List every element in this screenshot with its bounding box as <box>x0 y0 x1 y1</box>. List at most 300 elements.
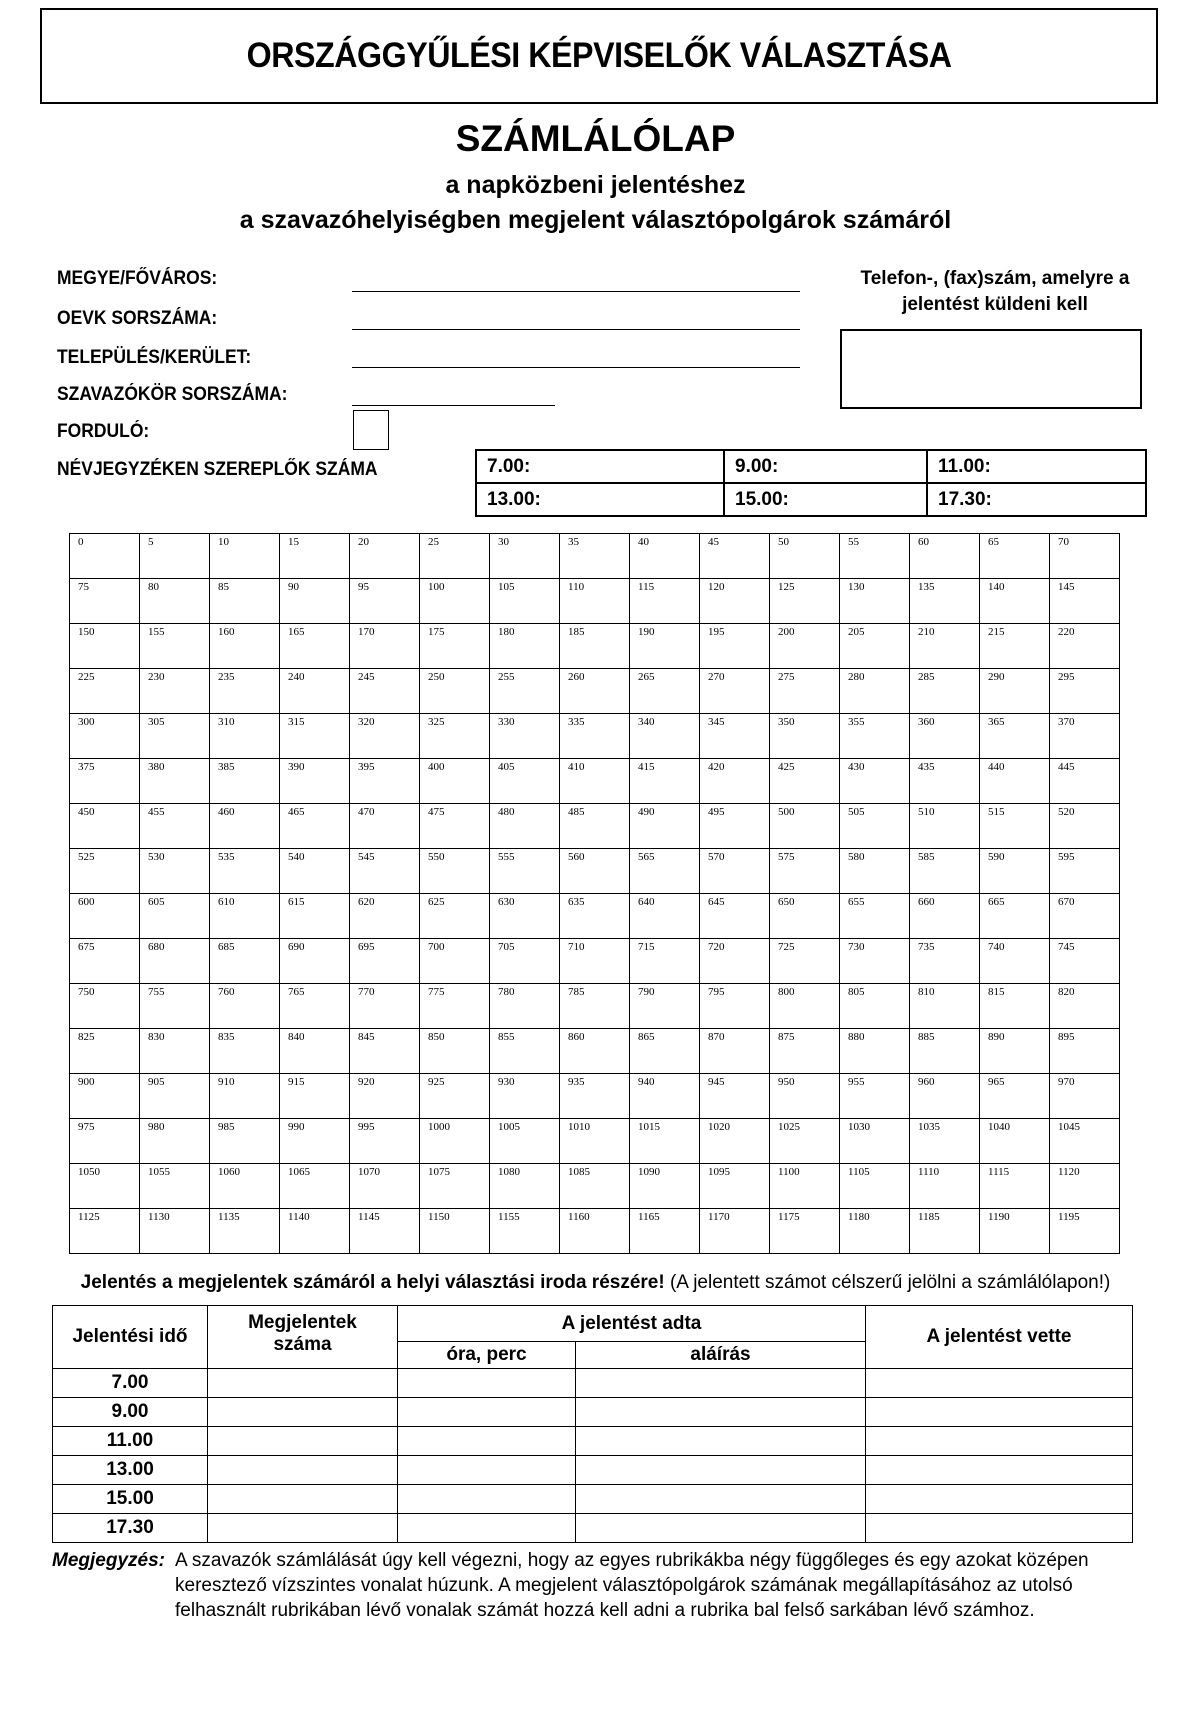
time-slot[interactable]: 17.30: <box>927 483 1146 516</box>
count-cell[interactable]: 245 <box>350 669 420 714</box>
count-cell[interactable]: 875 <box>770 1029 840 1074</box>
count-cell[interactable]: 80 <box>140 579 210 624</box>
count-cell[interactable]: 1050 <box>70 1164 140 1209</box>
count-cell[interactable]: 1150 <box>420 1209 490 1254</box>
count-cell[interactable]: 390 <box>280 759 350 804</box>
count-cell[interactable]: 255 <box>490 669 560 714</box>
count-cell[interactable]: 625 <box>420 894 490 939</box>
count-cell[interactable]: 655 <box>840 894 910 939</box>
count-cell[interactable]: 40 <box>630 534 700 579</box>
hour-cell[interactable] <box>398 1427 576 1456</box>
count-cell[interactable]: 715 <box>630 939 700 984</box>
count-cell[interactable]: 1165 <box>630 1209 700 1254</box>
count-cell[interactable]: 995 <box>350 1119 420 1164</box>
count-cell[interactable]: 550 <box>420 849 490 894</box>
form-title: SZÁMLÁLÓLAP <box>455 118 736 159</box>
count-cell[interactable]: 1105 <box>840 1164 910 1209</box>
count-cell[interactable]: 365 <box>980 714 1050 759</box>
count-cell[interactable]: 265 <box>630 669 700 714</box>
count-cell[interactable]: 710 <box>560 939 630 984</box>
sign-cell[interactable] <box>576 1398 866 1427</box>
count-cell[interactable]: 420 <box>700 759 770 804</box>
count-cell[interactable]: 300 <box>70 714 140 759</box>
count-cell[interactable]: 1120 <box>1050 1164 1120 1209</box>
count-cell[interactable]: 90 <box>280 579 350 624</box>
count-cell[interactable]: 810 <box>910 984 980 1029</box>
note-line: felhasznált rubrikában lévő vonalak számát hozzá kell adni a rubrika bal felső sarkában lévő számhoz. <box>175 1600 1035 1621</box>
count-cell[interactable]: 775 <box>420 984 490 1029</box>
count-cell[interactable]: 940 <box>630 1074 700 1119</box>
count-cell[interactable]: 45 <box>700 534 770 579</box>
oevk-field[interactable] <box>352 329 800 330</box>
count-cell[interactable]: 305 <box>140 714 210 759</box>
received-cell[interactable] <box>866 1485 1133 1514</box>
count-cell[interactable]: 130 <box>840 579 910 624</box>
count-cell[interactable]: 135 <box>910 579 980 624</box>
count-cell[interactable]: 270 <box>700 669 770 714</box>
time-slot[interactable]: 7.00: <box>476 450 724 483</box>
report-row <box>53 1456 1133 1485</box>
count-cell[interactable]: 0 <box>70 534 140 579</box>
count-cell[interactable]: 195 <box>700 624 770 669</box>
count-cell[interactable]: 840 <box>280 1029 350 1074</box>
count-cell[interactable]: 1100 <box>770 1164 840 1209</box>
count-cell[interactable]: 185 <box>560 624 630 669</box>
count-cell[interactable]: 1155 <box>490 1209 560 1254</box>
count-cell[interactable]: 485 <box>560 804 630 849</box>
count-cell[interactable]: 885 <box>910 1029 980 1074</box>
count-cell[interactable]: 350 <box>770 714 840 759</box>
fordulo-box[interactable] <box>353 410 389 450</box>
phone-label-line-1: Telefon-, (fax)szám, amelyre a <box>860 268 1130 289</box>
count-cell[interactable]: 985 <box>210 1119 280 1164</box>
count-cell[interactable]: 105 <box>490 579 560 624</box>
count-cell[interactable]: 455 <box>140 804 210 849</box>
count-cell[interactable]: 230 <box>140 669 210 714</box>
report-row-time: 13.00 <box>53 1456 208 1485</box>
count-cell[interactable]: 1160 <box>560 1209 630 1254</box>
count-cell[interactable]: 975 <box>70 1119 140 1164</box>
count-cell[interactable]: 20 <box>350 534 420 579</box>
count-cell[interactable]: 150 <box>70 624 140 669</box>
count-cell[interactable]: 815 <box>980 984 1050 1029</box>
col-count-header <box>208 1306 398 1369</box>
count-cell[interactable]: 780 <box>490 984 560 1029</box>
count-grid-row <box>70 534 1120 579</box>
count-cell[interactable]: 410 <box>560 759 630 804</box>
count-cell[interactable]: 910 <box>210 1074 280 1119</box>
count-cell[interactable]: 610 <box>210 894 280 939</box>
count-cell[interactable]: 1175 <box>770 1209 840 1254</box>
time-slot[interactable]: 15.00: <box>724 483 927 516</box>
count-cell[interactable]: 835 <box>210 1029 280 1074</box>
count-cell[interactable]: 110 <box>560 579 630 624</box>
count-cell[interactable]: 990 <box>280 1119 350 1164</box>
count-cell[interactable]: 670 <box>1050 894 1120 939</box>
time-slot[interactable]: 13.00: <box>476 483 724 516</box>
count-cell[interactable]: 260 <box>560 669 630 714</box>
col-hour-header: óra, perc <box>398 1342 576 1369</box>
count-cell[interactable]: 370 <box>1050 714 1120 759</box>
count-cell[interactable]: 1180 <box>840 1209 910 1254</box>
sign-cell[interactable] <box>576 1427 866 1456</box>
count-cell[interactable]: 905 <box>140 1074 210 1119</box>
count-cell[interactable]: 125 <box>770 579 840 624</box>
count-cell[interactable]: 30 <box>490 534 560 579</box>
count-cell[interactable]: 635 <box>560 894 630 939</box>
time-slot[interactable]: 9.00: <box>724 450 927 483</box>
count-cell[interactable]: 5 <box>140 534 210 579</box>
count-cell[interactable]: 755 <box>140 984 210 1029</box>
count-cell[interactable]: 10 <box>210 534 280 579</box>
count-cell[interactable]: 405 <box>490 759 560 804</box>
count-cell[interactable]: 1195 <box>1050 1209 1120 1254</box>
count-cell[interactable] <box>208 1514 398 1543</box>
count-cell[interactable]: 295 <box>1050 669 1120 714</box>
count-cell[interactable]: 585 <box>910 849 980 894</box>
count-cell[interactable]: 955 <box>840 1074 910 1119</box>
count-cell[interactable]: 645 <box>700 894 770 939</box>
phone-number-box[interactable] <box>840 329 1142 409</box>
count-cell[interactable]: 1040 <box>980 1119 1050 1164</box>
phone-label <box>830 266 1160 318</box>
count-cell[interactable]: 860 <box>560 1029 630 1074</box>
count-cell[interactable]: 865 <box>630 1029 700 1074</box>
count-cell[interactable]: 760 <box>210 984 280 1029</box>
count-cell[interactable]: 180 <box>490 624 560 669</box>
count-cell[interactable]: 460 <box>210 804 280 849</box>
count-cell[interactable]: 540 <box>280 849 350 894</box>
count-cell[interactable]: 850 <box>420 1029 490 1074</box>
count-cell[interactable]: 545 <box>350 849 420 894</box>
count-cell[interactable]: 475 <box>420 804 490 849</box>
count-cell[interactable]: 75 <box>70 579 140 624</box>
count-cell[interactable]: 240 <box>280 669 350 714</box>
count-cell[interactable]: 170 <box>350 624 420 669</box>
hour-cell[interactable] <box>398 1398 576 1427</box>
count-cell[interactable]: 115 <box>630 579 700 624</box>
count-cell[interactable]: 720 <box>700 939 770 984</box>
count-cell[interactable]: 380 <box>140 759 210 804</box>
count-cell[interactable]: 55 <box>840 534 910 579</box>
count-cell[interactable]: 1010 <box>560 1119 630 1164</box>
count-cell[interactable]: 690 <box>280 939 350 984</box>
count-cell[interactable]: 345 <box>700 714 770 759</box>
count-cell[interactable]: 340 <box>630 714 700 759</box>
count-cell[interactable]: 930 <box>490 1074 560 1119</box>
count-cell[interactable]: 590 <box>980 849 1050 894</box>
count-cell[interactable]: 895 <box>1050 1029 1120 1074</box>
count-cell[interactable]: 1020 <box>700 1119 770 1164</box>
count-cell[interactable]: 925 <box>420 1074 490 1119</box>
count-cell[interactable]: 630 <box>490 894 560 939</box>
count-cell[interactable]: 785 <box>560 984 630 1029</box>
count-cell[interactable]: 595 <box>1050 849 1120 894</box>
count-cell[interactable]: 160 <box>210 624 280 669</box>
count-cell[interactable]: 1130 <box>140 1209 210 1254</box>
count-cell[interactable]: 1090 <box>630 1164 700 1209</box>
count-cell[interactable]: 355 <box>840 714 910 759</box>
count-cell[interactable]: 1085 <box>560 1164 630 1209</box>
count-cell[interactable]: 825 <box>70 1029 140 1074</box>
count-cell[interactable]: 280 <box>840 669 910 714</box>
sign-cell[interactable] <box>576 1485 866 1514</box>
count-cell[interactable]: 285 <box>910 669 980 714</box>
time-slot[interactable]: 11.00: <box>927 450 1146 483</box>
received-cell[interactable] <box>866 1456 1133 1485</box>
count-cell[interactable]: 965 <box>980 1074 1050 1119</box>
count-cell[interactable]: 560 <box>560 849 630 894</box>
count-cell[interactable]: 225 <box>70 669 140 714</box>
count-cell[interactable]: 360 <box>910 714 980 759</box>
count-cell[interactable]: 750 <box>70 984 140 1029</box>
count-cell[interactable]: 740 <box>980 939 1050 984</box>
count-cell[interactable]: 175 <box>420 624 490 669</box>
count-cell[interactable]: 15 <box>280 534 350 579</box>
count-cell[interactable]: 205 <box>840 624 910 669</box>
count-cell[interactable]: 1030 <box>840 1119 910 1164</box>
count-cell[interactable]: 725 <box>770 939 840 984</box>
count-grid-row <box>70 669 1120 714</box>
count-cell[interactable]: 525 <box>70 849 140 894</box>
count-cell[interactable]: 385 <box>210 759 280 804</box>
count-cell[interactable]: 1140 <box>280 1209 350 1254</box>
count-cell[interactable]: 1125 <box>70 1209 140 1254</box>
count-cell[interactable] <box>208 1485 398 1514</box>
count-cell[interactable]: 480 <box>490 804 560 849</box>
count-cell[interactable]: 465 <box>280 804 350 849</box>
count-grid-row <box>70 1209 1120 1254</box>
received-cell[interactable] <box>866 1514 1133 1543</box>
report-row-time: 11.00 <box>53 1427 208 1456</box>
count-cell[interactable]: 970 <box>1050 1074 1120 1119</box>
count-cell[interactable]: 675 <box>70 939 140 984</box>
count-cell[interactable]: 820 <box>1050 984 1120 1029</box>
count-cell[interactable]: 400 <box>420 759 490 804</box>
count-cell[interactable]: 570 <box>700 849 770 894</box>
count-cell[interactable]: 870 <box>700 1029 770 1074</box>
sign-cell[interactable] <box>576 1456 866 1485</box>
count-cell[interactable]: 700 <box>420 939 490 984</box>
count-cell[interactable]: 555 <box>490 849 560 894</box>
count-cell[interactable]: 695 <box>350 939 420 984</box>
count-cell[interactable]: 640 <box>630 894 700 939</box>
count-cell[interactable]: 450 <box>70 804 140 849</box>
count-grid-row <box>70 1074 1120 1119</box>
count-cell[interactable]: 920 <box>350 1074 420 1119</box>
count-cell[interactable]: 1025 <box>770 1119 840 1164</box>
count-cell[interactable]: 845 <box>350 1029 420 1074</box>
count-cell[interactable]: 800 <box>770 984 840 1029</box>
count-cell[interactable]: 1145 <box>350 1209 420 1254</box>
count-cell[interactable]: 1060 <box>210 1164 280 1209</box>
col-received-header: A jelentést vette <box>866 1306 1133 1369</box>
count-cell[interactable]: 565 <box>630 849 700 894</box>
count-cell[interactable]: 500 <box>770 804 840 849</box>
count-cell[interactable]: 515 <box>980 804 1050 849</box>
count-cell[interactable]: 1015 <box>630 1119 700 1164</box>
count-cell[interactable]: 495 <box>700 804 770 849</box>
count-cell[interactable]: 685 <box>210 939 280 984</box>
fordulo-label: FORDULÓ: <box>57 421 150 442</box>
count-cell[interactable]: 190 <box>630 624 700 669</box>
received-cell[interactable] <box>866 1369 1133 1398</box>
count-cell[interactable]: 210 <box>910 624 980 669</box>
count-cell[interactable]: 290 <box>980 669 1050 714</box>
col-count-header-line-2: száma <box>273 1334 332 1355</box>
count-cell[interactable]: 1080 <box>490 1164 560 1209</box>
count-cell[interactable]: 50 <box>770 534 840 579</box>
megye-field[interactable] <box>352 291 800 292</box>
hour-cell[interactable] <box>398 1514 576 1543</box>
hour-cell[interactable] <box>398 1369 576 1398</box>
count-cell[interactable]: 795 <box>700 984 770 1029</box>
count-cell[interactable]: 470 <box>350 804 420 849</box>
count-cell[interactable]: 120 <box>700 579 770 624</box>
count-cell[interactable]: 575 <box>770 849 840 894</box>
phone-label-line-2: jelentést küldeni kell <box>902 294 1088 315</box>
count-cell[interactable]: 320 <box>350 714 420 759</box>
count-cell[interactable]: 430 <box>840 759 910 804</box>
count-cell[interactable]: 1115 <box>980 1164 1050 1209</box>
count-cell[interactable]: 765 <box>280 984 350 1029</box>
count-cell[interactable]: 790 <box>630 984 700 1029</box>
count-cell[interactable]: 330 <box>490 714 560 759</box>
count-cell[interactable]: 915 <box>280 1074 350 1119</box>
count-cell[interactable]: 935 <box>560 1074 630 1119</box>
count-cell[interactable]: 1075 <box>420 1164 490 1209</box>
count-cell[interactable]: 945 <box>700 1074 770 1119</box>
count-cell[interactable]: 100 <box>420 579 490 624</box>
count-cell[interactable]: 680 <box>140 939 210 984</box>
count-cell[interactable]: 1035 <box>910 1119 980 1164</box>
count-cell[interactable]: 145 <box>1050 579 1120 624</box>
count-cell[interactable]: 980 <box>140 1119 210 1164</box>
telepules-label: TELEPÜLÉS/KERÜLET: <box>57 347 252 368</box>
count-cell[interactable] <box>208 1398 398 1427</box>
count-cell[interactable]: 900 <box>70 1074 140 1119</box>
count-cell[interactable]: 735 <box>910 939 980 984</box>
count-cell[interactable]: 600 <box>70 894 140 939</box>
count-cell[interactable] <box>208 1456 398 1485</box>
count-cell[interactable]: 310 <box>210 714 280 759</box>
count-cell[interactable]: 440 <box>980 759 1050 804</box>
count-cell[interactable]: 1185 <box>910 1209 980 1254</box>
count-cell[interactable]: 425 <box>770 759 840 804</box>
header-title-box <box>40 8 1158 104</box>
count-cell[interactable]: 1045 <box>1050 1119 1120 1164</box>
count-cell[interactable]: 855 <box>490 1029 560 1074</box>
sign-cell[interactable] <box>576 1514 866 1543</box>
count-cell[interactable]: 85 <box>210 579 280 624</box>
count-cell[interactable]: 505 <box>840 804 910 849</box>
hour-cell[interactable] <box>398 1456 576 1485</box>
note <box>52 1548 1135 1623</box>
count-cell[interactable]: 65 <box>980 534 1050 579</box>
count-cell[interactable]: 520 <box>1050 804 1120 849</box>
count-cell[interactable] <box>208 1369 398 1398</box>
count-cell[interactable]: 665 <box>980 894 1050 939</box>
count-cell[interactable]: 620 <box>350 894 420 939</box>
count-cell[interactable]: 1190 <box>980 1209 1050 1254</box>
count-cell[interactable]: 890 <box>980 1029 1050 1074</box>
count-cell[interactable]: 235 <box>210 669 280 714</box>
received-cell[interactable] <box>866 1398 1133 1427</box>
count-cell[interactable]: 745 <box>1050 939 1120 984</box>
count-cell[interactable]: 415 <box>630 759 700 804</box>
count-cell[interactable]: 25 <box>420 534 490 579</box>
count-cell[interactable]: 730 <box>840 939 910 984</box>
count-cell[interactable]: 490 <box>630 804 700 849</box>
count-cell[interactable]: 1170 <box>700 1209 770 1254</box>
count-cell[interactable]: 445 <box>1050 759 1120 804</box>
count-cell[interactable]: 510 <box>910 804 980 849</box>
count-cell[interactable]: 660 <box>910 894 980 939</box>
szavazokor-field[interactable] <box>352 405 555 406</box>
count-cell[interactable]: 1070 <box>350 1164 420 1209</box>
count-cell[interactable]: 1110 <box>910 1164 980 1209</box>
count-cell[interactable]: 275 <box>770 669 840 714</box>
count-cell[interactable]: 335 <box>560 714 630 759</box>
count-cell[interactable]: 35 <box>560 534 630 579</box>
count-cell[interactable] <box>208 1427 398 1456</box>
count-cell[interactable]: 605 <box>140 894 210 939</box>
count-cell[interactable]: 530 <box>140 849 210 894</box>
count-grid-row <box>70 1164 1120 1209</box>
count-cell[interactable]: 395 <box>350 759 420 804</box>
count-cell[interactable]: 95 <box>350 579 420 624</box>
count-cell[interactable]: 580 <box>840 849 910 894</box>
count-cell[interactable]: 1000 <box>420 1119 490 1164</box>
count-cell[interactable]: 60 <box>910 534 980 579</box>
count-cell[interactable]: 375 <box>70 759 140 804</box>
sign-cell[interactable] <box>576 1369 866 1398</box>
count-grid-row <box>70 579 1120 624</box>
count-cell[interactable]: 250 <box>420 669 490 714</box>
count-cell[interactable]: 220 <box>1050 624 1120 669</box>
received-cell[interactable] <box>866 1427 1133 1456</box>
count-cell[interactable]: 70 <box>1050 534 1120 579</box>
count-cell[interactable]: 880 <box>840 1029 910 1074</box>
hour-cell[interactable] <box>398 1485 576 1514</box>
report-row-time: 9.00 <box>53 1398 208 1427</box>
count-grid-row <box>70 804 1120 849</box>
count-cell[interactable]: 1095 <box>700 1164 770 1209</box>
count-cell[interactable]: 315 <box>280 714 350 759</box>
telepules-field[interactable] <box>352 367 800 368</box>
count-cell[interactable]: 805 <box>840 984 910 1029</box>
count-cell[interactable]: 165 <box>280 624 350 669</box>
count-cell[interactable]: 1135 <box>210 1209 280 1254</box>
count-cell[interactable]: 140 <box>980 579 1050 624</box>
count-cell[interactable]: 1005 <box>490 1119 560 1164</box>
count-cell[interactable]: 615 <box>280 894 350 939</box>
count-cell[interactable]: 155 <box>140 624 210 669</box>
count-cell[interactable]: 770 <box>350 984 420 1029</box>
count-cell[interactable]: 650 <box>770 894 840 939</box>
count-cell[interactable]: 1055 <box>140 1164 210 1209</box>
count-cell[interactable]: 200 <box>770 624 840 669</box>
count-cell[interactable]: 1065 <box>280 1164 350 1209</box>
count-cell[interactable]: 830 <box>140 1029 210 1074</box>
count-cell[interactable]: 435 <box>910 759 980 804</box>
count-cell[interactable]: 960 <box>910 1074 980 1119</box>
count-cell[interactable]: 215 <box>980 624 1050 669</box>
count-cell[interactable]: 325 <box>420 714 490 759</box>
count-cell[interactable]: 535 <box>210 849 280 894</box>
count-cell[interactable]: 705 <box>490 939 560 984</box>
count-cell[interactable]: 950 <box>770 1074 840 1119</box>
